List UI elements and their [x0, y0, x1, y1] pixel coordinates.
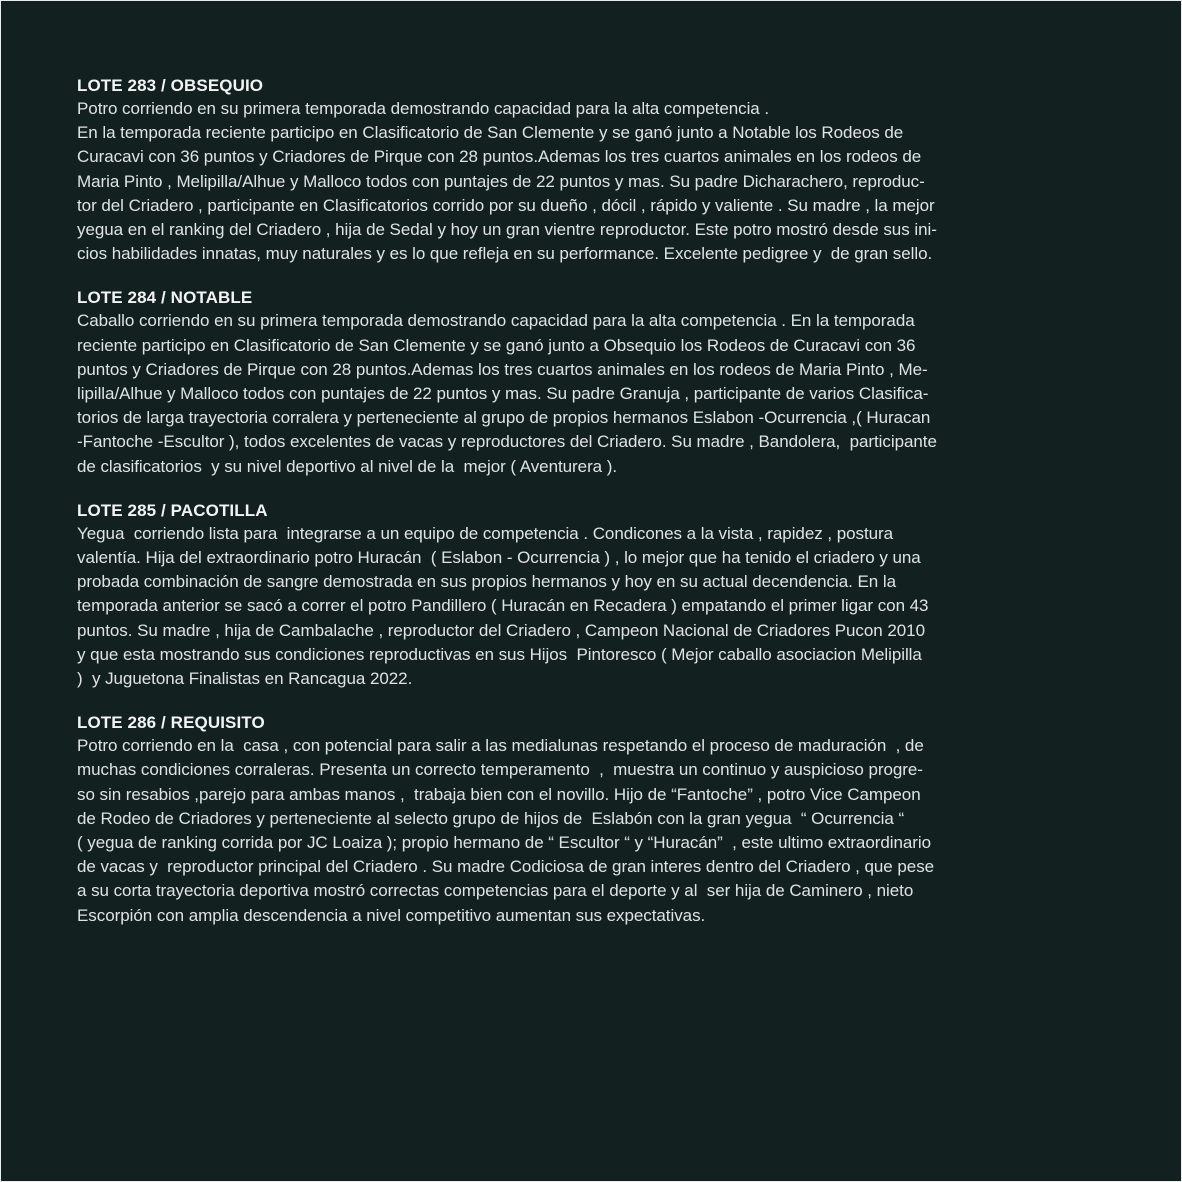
lot-description-line: muchas condiciones corraleras. Presenta un correcto temperamento , muestra un continuo y auspicioso progre- — [77, 760, 923, 780]
lot-description-line: lipilla/Alhue y Malloco todos con puntajes de 22 puntos y mas. Su padre Granuja , participante de varios Clasifica- — [77, 384, 929, 404]
lot-description-line: En la temporada reciente participo en Clasificatorio de San Clemente y se ganó junto a Notable los Rodeos de — [77, 123, 904, 143]
lot-description-line: Maria Pinto , Melipilla/Alhue y Malloco todos con puntajes de 22 puntos y mas. Su padre Dicharachero, reproduc- — [77, 171, 925, 191]
lots-container — [77, 74, 1109, 948]
lot-description-line: Escorpión con amplia descendencia a nivel competitivo aumentan sus expectativas. — [77, 905, 706, 925]
lot-description-line: tor del Criadero , participante en Clasificatorios corrido por su dueño , dócil , rápido y valiente . Su madre , la mejor — [77, 195, 935, 215]
lot-description-line: reciente participo en Clasificatorio de San Clemente y se ganó junto a Obsequio los Rodeos de Curacavi con 36 — [77, 335, 916, 355]
lot-description-line: Yegua corriendo lista para integrarse a un equipo de competencia . Condicones a la vista , rapidez , postura — [77, 523, 894, 543]
lot-description-line: de vacas y reproductor principal del Criadero . Su madre Codiciosa de gran interes dentro del Criadero , que pese — [77, 857, 935, 877]
lot-description-line: cios habilidades innatas, muy naturales y es lo que refleja en su performance. Excelente pedigree y de gran sello. — [77, 244, 933, 264]
lot-description-line: Potro corriendo en la casa , con potencial para salir a las medialunas respetando el proceso de maduración , de — [77, 736, 924, 756]
lot-description-line: ) y Juguetona Finalistas en Rancagua 2022. — [77, 669, 413, 689]
lot-description-line: valentía. Hija del extraordinario potro Huracán ( Eslabon - Ocurrencia ) , lo mejor que ha tenido el criadero y una — [77, 548, 921, 568]
lot-description-line: probada combinación de sangre demostrada en sus propios hermanos y hoy en su actual decendencia. En la — [77, 572, 896, 592]
lot-description-line: Potro corriendo en su primera temporada demostrando capacidad para la alta competencia . — [77, 99, 770, 118]
lot-description-line: Curacavi con 36 puntos y Criadores de Pirque con 28 puntos.Ademas los tres cuartos animales en los rodeos de — [77, 147, 922, 167]
lot-title: LOTE 283 / OBSEQUIO — [77, 76, 264, 95]
lot-description-line: Caballo corriendo en su primera temporada demostrando capacidad para la alta competencia . En la temporada — [77, 311, 915, 331]
lot-title: LOTE 285 / PACOTILLA — [77, 500, 268, 520]
lot-description-line: a su corta trayectoria deportiva mostró correctas competencias para el deporte y al ser hija de Caminero , nieto — [77, 881, 914, 901]
lot-title: LOTE 286 / REQUISITO — [77, 713, 265, 733]
lot-description-line: y que esta mostrando sus condiciones reproductivas en sus Hijos Pintoresco ( Mejor caballo asociacion Melipilla — [77, 644, 922, 664]
lot-description-line: torios de larga trayectoria corralera y perteneciente al grupo de propios hermanos Eslabon -Ocurrencia ,( Huracan — [77, 408, 931, 428]
lot-description-line: puntos. Su madre , hija de Cambalache , reproductor del Criadero , Campeon Nacional de Criadores Pucon 2010 — [77, 620, 925, 640]
lot-description-line: ( yegua de ranking corrida por JC Loaiza ); propio hermano de “ Escultor “ y “Huracán” , este ultimo extraordinario — [77, 833, 932, 853]
lot-description-line: de Rodeo de Criadores y perteneciente al selecto grupo de hijos de Eslabón con la gran yegua “ Ocurrencia “ — [77, 808, 905, 828]
lot-description-line: so sin resabios ,parejo para ambas manos , trabaja bien con el novillo. Hijo de “Fantoche” , potro Vice Campeon — [77, 784, 921, 804]
lot-description-line: yegua en el ranking del Criadero , hija de Sedal y hoy un gran vientre reproductor. Este potro mostró desde sus ini- — [77, 220, 937, 240]
lot-description-line: temporada anterior se sacó a correr el potro Pandillero ( Huracán en Recadera ) empatando el primer ligar con 43 — [77, 596, 929, 616]
lot-285 — [77, 499, 1109, 691]
lot-description-line: puntos y Criadores de Pirque con 28 puntos.Ademas los tres cuartos animales en los rodeos de Maria Pinto , Me- — [77, 359, 928, 379]
lot-283 — [77, 74, 1109, 266]
lot-title: LOTE 284 / NOTABLE — [77, 288, 253, 308]
lot-284 — [77, 286, 1109, 478]
lot-description-line: de clasificatorios y su nivel deportivo al nivel de la mejor ( Aventurera ). — [77, 456, 618, 476]
lot-286 — [77, 711, 1109, 928]
lot-description-line: -Fantoche -Escultor ), todos excelentes de vacas y reproductores del Criadero. Su madre , Bandolera, participante — [77, 432, 937, 452]
